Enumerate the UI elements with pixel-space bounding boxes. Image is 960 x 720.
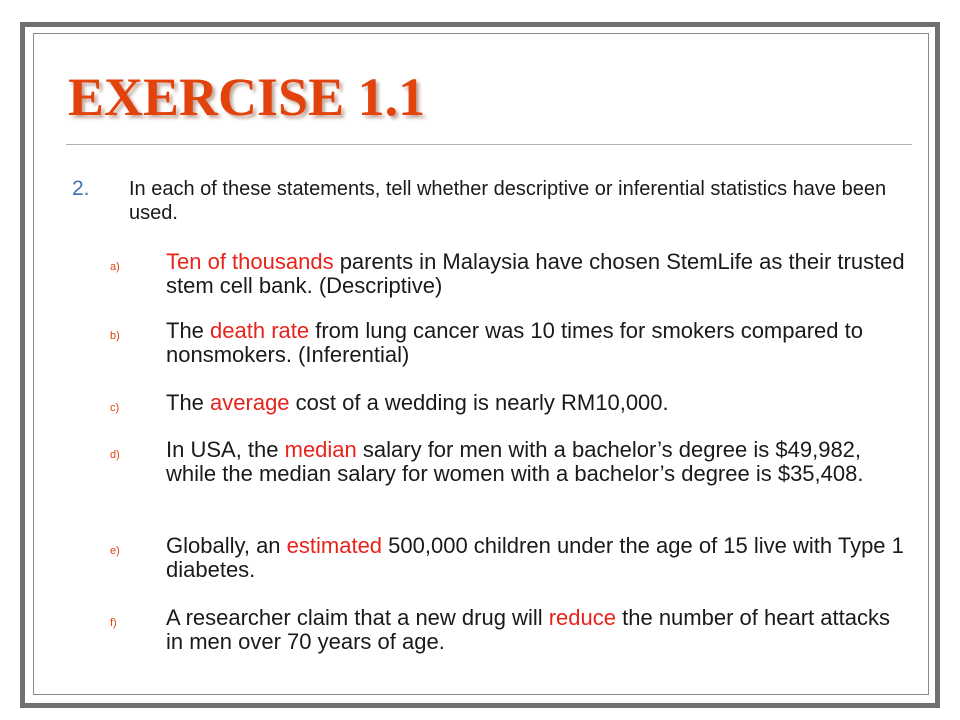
highlighted-term: median: [284, 437, 357, 462]
highlighted-term: average: [210, 390, 290, 415]
sub-item-text-after: cost of a wedding is nearly RM10,000.: [289, 390, 669, 415]
sub-item-text-after: the number of heart attacks in men over 70 years of age.: [166, 605, 890, 654]
sub-item-text: [166, 606, 906, 654]
sub-item-text-before: The: [166, 390, 211, 415]
sub-item-marker: a): [110, 261, 120, 273]
slide-title: EXERCISE 1.1: [68, 67, 426, 127]
sub-item-text: [166, 250, 906, 298]
sub-item-text-before: A researcher claim that a new drug will: [166, 605, 549, 630]
sub-item-marker: c): [110, 402, 120, 414]
sub-item-text-before: Globally, an: [166, 533, 287, 558]
sub-item-text-before: The: [166, 318, 211, 343]
sub-item-marker: d): [110, 449, 120, 461]
main-item-text: In each of these statements, tell whether descriptive or inferential statistics have been used.: [129, 178, 887, 224]
sub-item-text: [166, 391, 906, 415]
sub-item-text: [166, 534, 906, 582]
sub-item-marker: b): [110, 330, 120, 342]
highlighted-term: Ten of thousands: [166, 249, 334, 274]
highlighted-term: death rate: [210, 318, 310, 343]
sub-item-text-after: parents in Malaysia have chosen StemLife as their trusted stem cell bank. (Descriptive): [166, 249, 905, 298]
sub-item-text: [166, 438, 906, 486]
sub-item-text: [166, 319, 906, 367]
title-divider: [66, 144, 912, 145]
highlighted-term: estimated: [286, 533, 383, 558]
sub-item-text-after: from lung cancer was 10 times for smokers compared to nonsmokers. (Inferential): [166, 318, 863, 367]
sub-item-marker: f): [110, 617, 117, 629]
highlighted-term: reduce: [548, 605, 617, 630]
sub-item-text-after: salary for men with a bachelor’s degree is $49,982, while the median salary for women with a bachelor’s degree is $35,408.: [166, 437, 864, 486]
sub-item-marker: e): [110, 545, 120, 557]
sub-item-text-before: In USA, the: [166, 437, 285, 462]
main-item-number: 2.: [72, 177, 90, 200]
sub-item-text-after: 500,000 children under the age of 15 live with Type 1 diabetes.: [166, 533, 904, 582]
